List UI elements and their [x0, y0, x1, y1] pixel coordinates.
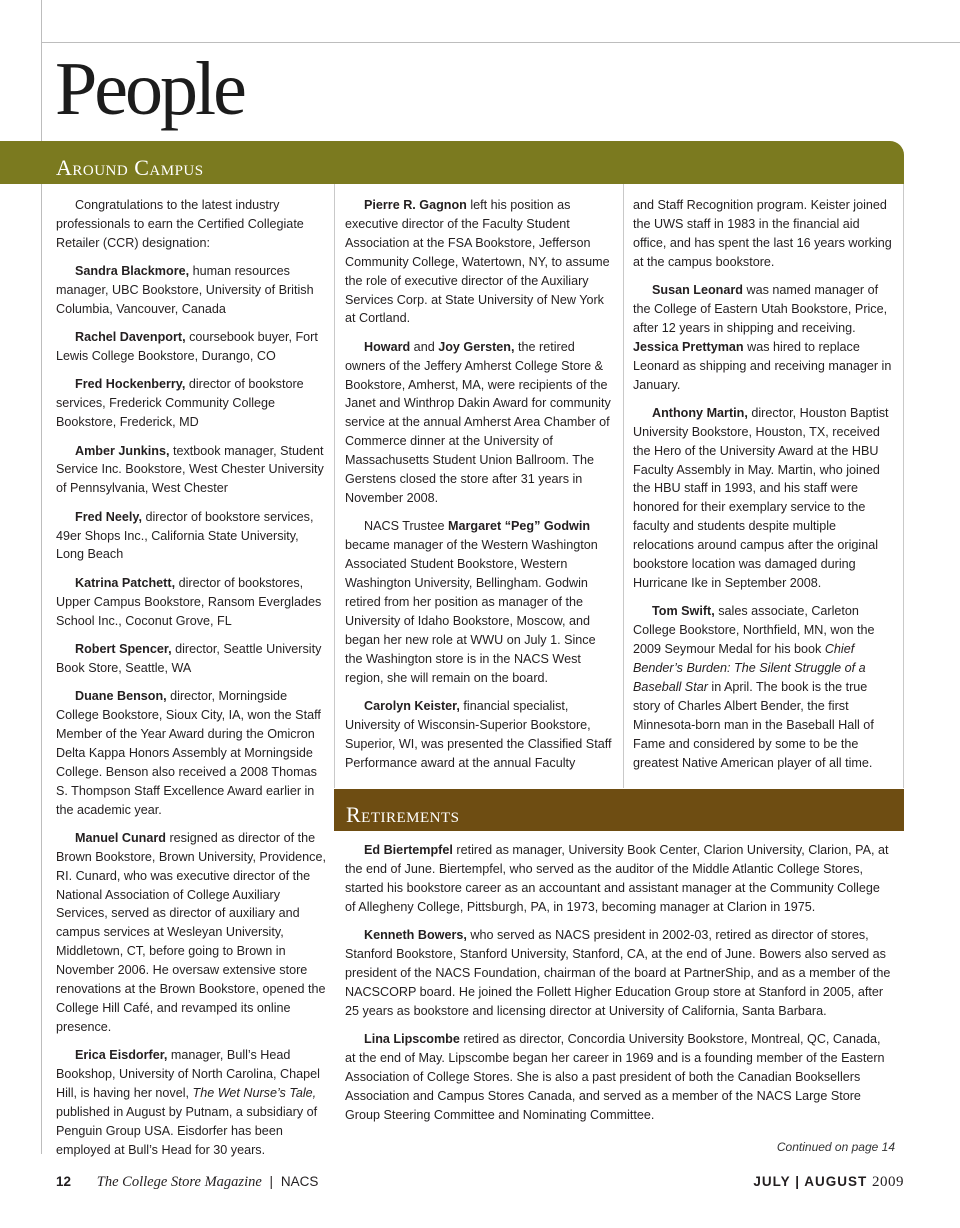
news-item-leonard: Susan Leonard was named manager of the College of Eastern Utah Bookstore, Price, after 12 years in shipping and receiving. Jessica Prettyman was hired to replace Leonard as shipping and receiving manager in January. [633, 283, 892, 392]
news-item-cunard: Manuel Cunard resigned as director of the Brown Bookstore, Brown University, Providence, RI. Cunard, who was executive director of the National Association of College Auxiliary Services, served as director of auxiliary and campus services at Wesleyan University, Middletown, CT, before going to Brown in November 2006. He oversaw extensive store renovations at the Brown Bookstore, opened the College Hill Café, and revamped its online presence. [56, 830, 326, 1034]
ccr-item: Fred Hockenberry, director of bookstore services, Frederick Community College Bookstore, Frederick, MD [56, 377, 304, 430]
magazine-name: The College Store Magazine [96, 1174, 262, 1190]
column-2 [345, 196, 613, 782]
footer-right [753, 1174, 904, 1191]
ccr-item: Robert Spencer, director, Seattle University Book Store, Seattle, WA [56, 641, 322, 675]
retirement-item: Kenneth Bowers, who served as NACS president in 2002-03, retired as director of stores, Stanford Bookstore, Stanford University, Stanford, CA, at the end of June. Bowers also served as president of the NACS Foundation, chairman of the board at PartnerShip, and as a member of the NACSCORP board. He joined the Follett Higher Education Group store at Stanford in 2005, after 25 years as bookstore and licensing director at University of California, Santa Barbara. [345, 928, 891, 1018]
news-item-martin: Anthony Martin, director, Houston Baptist University Bookstore, Houston, TX, received the Hero of the University Award at the HBU Faculty Assembly in May. Martin, who joined the HBU staff in 1993, and his staff were honored for their exemplary service to the faculty and students despite multiple relocations around campus after the original bookstore location was damaged during Hurricane Ike in September 2008. [633, 405, 889, 590]
page-number: 12 [56, 1174, 72, 1189]
column-3 [633, 196, 895, 782]
issue-year: 2009 [872, 1174, 904, 1190]
retirement-item: Ed Biertempfel retired as manager, University Book Center, Clarion University, Clarion, PA, at the end of June. Biertempfel, who served as the auditor of the Middle Atlantic College Stores, started his bookstore career as an accountant and assistant manager at the Community College of Allegheny College, Pittsburgh, PA, in 1973, becoming manager at Clarion in 1975. [345, 843, 889, 914]
ccr-item: Rachel Davenport, coursebook buyer, Fort Lewis College Bookstore, Durango, CO [56, 330, 318, 364]
retirements-header [334, 789, 904, 831]
column-divider [623, 184, 624, 788]
column-divider [334, 184, 335, 788]
ccr-intro: Congratulations to the latest industry professionals to earn the Certified Collegiate Retailer (CCR) designation: [56, 198, 304, 250]
retirement-item: Lina Lipscombe retired as director, Concordia University Bookstore, Montreal, QC, Canada, at the end of May. Lipscombe began her career in 1969 and is a founding member of the Eastern Association of College Stores. She is also a past president of both the Canadian Booksellers Association and Campus Stores Canada, and served as a member of the NACS Large Store Group Steering Committee and Nominating Committee. [345, 1031, 885, 1122]
news-item-gagnon: Pierre R. Gagnon left his position as executive director of the Faculty Student Association at the FSA Bookstore, Jefferson Community College, Watertown, NY, to assume the role of executive director of the Auxiliary Services Corp. at State University of New York at Cortland. [345, 198, 610, 326]
retirements-title: Retirements [346, 802, 460, 827]
continued-note: Continued on page 14 [776, 1140, 895, 1154]
news-item-keister-continued: and Staff Recognition program. Keister joined the UWS staff in 1983 in the financial aid office, and has spent the last 16 years working at the campus bookstore. [633, 198, 892, 269]
around-campus-header [0, 141, 904, 184]
news-item-keister: Carolyn Keister, financial specialist, University of Wisconsin-Superior Bookstore, Superior, WI, was presented the Classified Staff Performance award at the annual Faculty [345, 698, 612, 770]
footer-separator: | [269, 1174, 274, 1189]
top-vertical-rule [41, 0, 42, 42]
org-name: NACS [280, 1174, 319, 1189]
ccr-item: Sandra Blackmore, human resources manager, UBC Bookstore, University of British Columbia, Vancouver, Canada [56, 264, 314, 316]
page-title: People [55, 47, 244, 131]
retirements-body [345, 841, 892, 1134]
top-horizontal-rule [41, 42, 960, 43]
news-item-gersten: Howard and Joy Gersten, the retired owners of the Jeffery Amherst College Store & Bookstore, Amherst, MA, were recipients of the Janet and Winthrop Dakin Award for community service at the annual Amherst Area Chamber of Commerce dinner at the University of Massachusetts Student Union Ballroom. The Gerstens closed the store after 31 years in November 2008. [345, 339, 611, 505]
column-1 [56, 196, 328, 1169]
column-divider [903, 184, 904, 788]
ccr-item: Katrina Patchett, director of bookstores, Upper Campus Bookstore, Ransom Everglades School Inc., Coconut Grove, FL [56, 575, 322, 628]
news-item-eisdorfer: Erica Eisdorfer, manager, Bull’s Head Bookshop, University of North Carolina, Chapel Hill, is having her novel, The Wet Nurse’s Tale, published in August by Putnam, a subsidiary of Penguin Group USA. Eisdorfer has been employed at Bull’s Head for 30 years. [56, 1048, 320, 1157]
issue-date: JULY | AUGUST [753, 1174, 868, 1189]
around-campus-title: Around Campus [56, 155, 204, 180]
left-vertical-rule [41, 42, 42, 1154]
news-item-godwin: NACS Trustee Margaret “Peg” Godwin became manager of the Western Washington Associated Student Bookstore, Western Washington University, Bellingham. Godwin retired from her position as manager of the University of Idaho Bookstore, Moscow, and began her new role at WWU on July 1. Since the Washington store is in the NACS West region, she will remain on the board. [345, 519, 598, 685]
news-item-benson: Duane Benson, director, Morningside College Bookstore, Sioux City, IA, won the Staff Member of the Year Award during the Omicron Delta Kappa Honors Assembly at Morningside College. Benson also received a 2008 Thomas S. Thompson Staff Excellence Award earlier in the academic year. [56, 689, 321, 817]
ccr-item: Fred Neely, director of bookstore services, 49er Shops Inc., California State University, Long Beach [56, 509, 314, 562]
news-item-swift: Tom Swift, sales associate, Carleton College Bookstore, Northfield, MN, won the 2009 Seymour Medal for his book Chief Bender’s Burden: The Silent Struggle of a Baseball Star in April. The book is the true story of Charles Albert Bender, the first Minnesota-born man in the Baseball Hall of Fame and considered by some to be the greatest Native American player of all time. [633, 604, 875, 770]
ccr-item: Amber Junkins, textbook manager, Student Service Inc. Bookstore, West Chester University of Pennsylvania, West Chester [56, 443, 324, 496]
footer-left [56, 1174, 318, 1191]
